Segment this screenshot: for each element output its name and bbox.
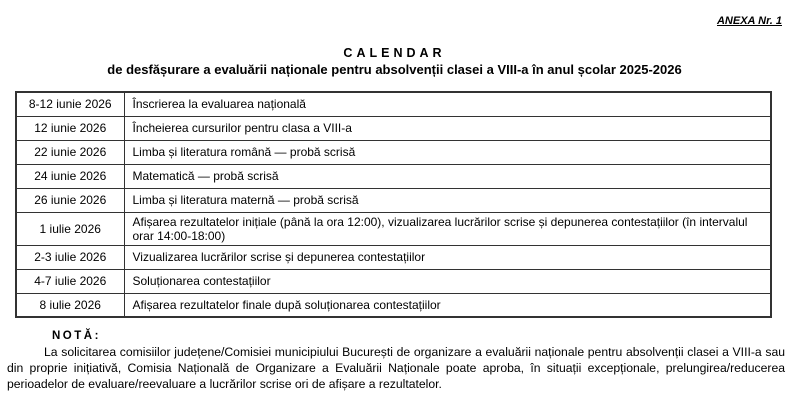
table-row [16, 140, 771, 164]
activity-cell: Limba și literatura română — probă scrisă [124, 140, 771, 164]
activity-cell: Soluționarea contestațiilor [124, 269, 771, 293]
table-row [16, 116, 771, 140]
note-section [0, 330, 789, 392]
note-text: La solicitarea comisiilor județene/Comisiei municipiului București de organizare a evaluării naționale pentru absolvenții clasei a VIII-a sau din proprie inițiativă, Comisia Națională de Organizare a Evaluării Naționale poate aproba, în situații excepționale, prelungirea/reducerea perioadelor de evaluare/reevaluare a lucrărilor scrise ori de afișare a rezultatelor. [7, 345, 785, 391]
activity-cell: Încheierea cursurilor pentru clasa a VIII-a [124, 116, 771, 140]
document-subtitle: de desfășurare a evaluării naționale pentru absolvenții clasei a VIII-a în anul școlar 2025-2026 [107, 62, 682, 77]
note-label: NOTĂ: [52, 330, 101, 342]
calendar-table-body [16, 92, 771, 317]
date-cell: 24 iunie 2026 [16, 164, 124, 188]
table-row [16, 245, 771, 269]
date-cell: 12 iunie 2026 [16, 116, 124, 140]
date-cell: 1 iulie 2026 [16, 212, 124, 245]
date-cell: 26 iunie 2026 [16, 188, 124, 212]
date-cell: 8 iulie 2026 [16, 293, 124, 317]
activity-cell: Afișarea rezultatelor finale după soluționarea contestațiilor [124, 293, 771, 317]
table-row [16, 92, 771, 116]
date-cell: 4-7 iulie 2026 [16, 269, 124, 293]
activity-cell: Înscrierea la evaluarea națională [124, 92, 771, 116]
date-cell: 2-3 iulie 2026 [16, 245, 124, 269]
activity-cell: Vizualizarea lucrărilor scrise și depunerea contestațiilor [124, 245, 771, 269]
calendar-table [15, 91, 772, 318]
document-title: CALENDAR [343, 46, 446, 60]
table-row [16, 164, 771, 188]
activity-cell: Afișarea rezultatelor inițiale (până la ora 12:00), vizualizarea lucrărilor scrise și depunerea contestațiilor (în intervalul orar 14:00-18:00) [124, 212, 771, 245]
table-row [16, 212, 771, 245]
date-cell: 8-12 iunie 2026 [16, 92, 124, 116]
table-row [16, 269, 771, 293]
date-cell: 22 iunie 2026 [16, 140, 124, 164]
activity-cell: Limba și literatura maternă — probă scrisă [124, 188, 771, 212]
table-row [16, 188, 771, 212]
activity-cell: Matematică — probă scrisă [124, 164, 771, 188]
table-row [16, 293, 771, 317]
annex-label: ANEXA Nr. 1 [716, 15, 782, 27]
